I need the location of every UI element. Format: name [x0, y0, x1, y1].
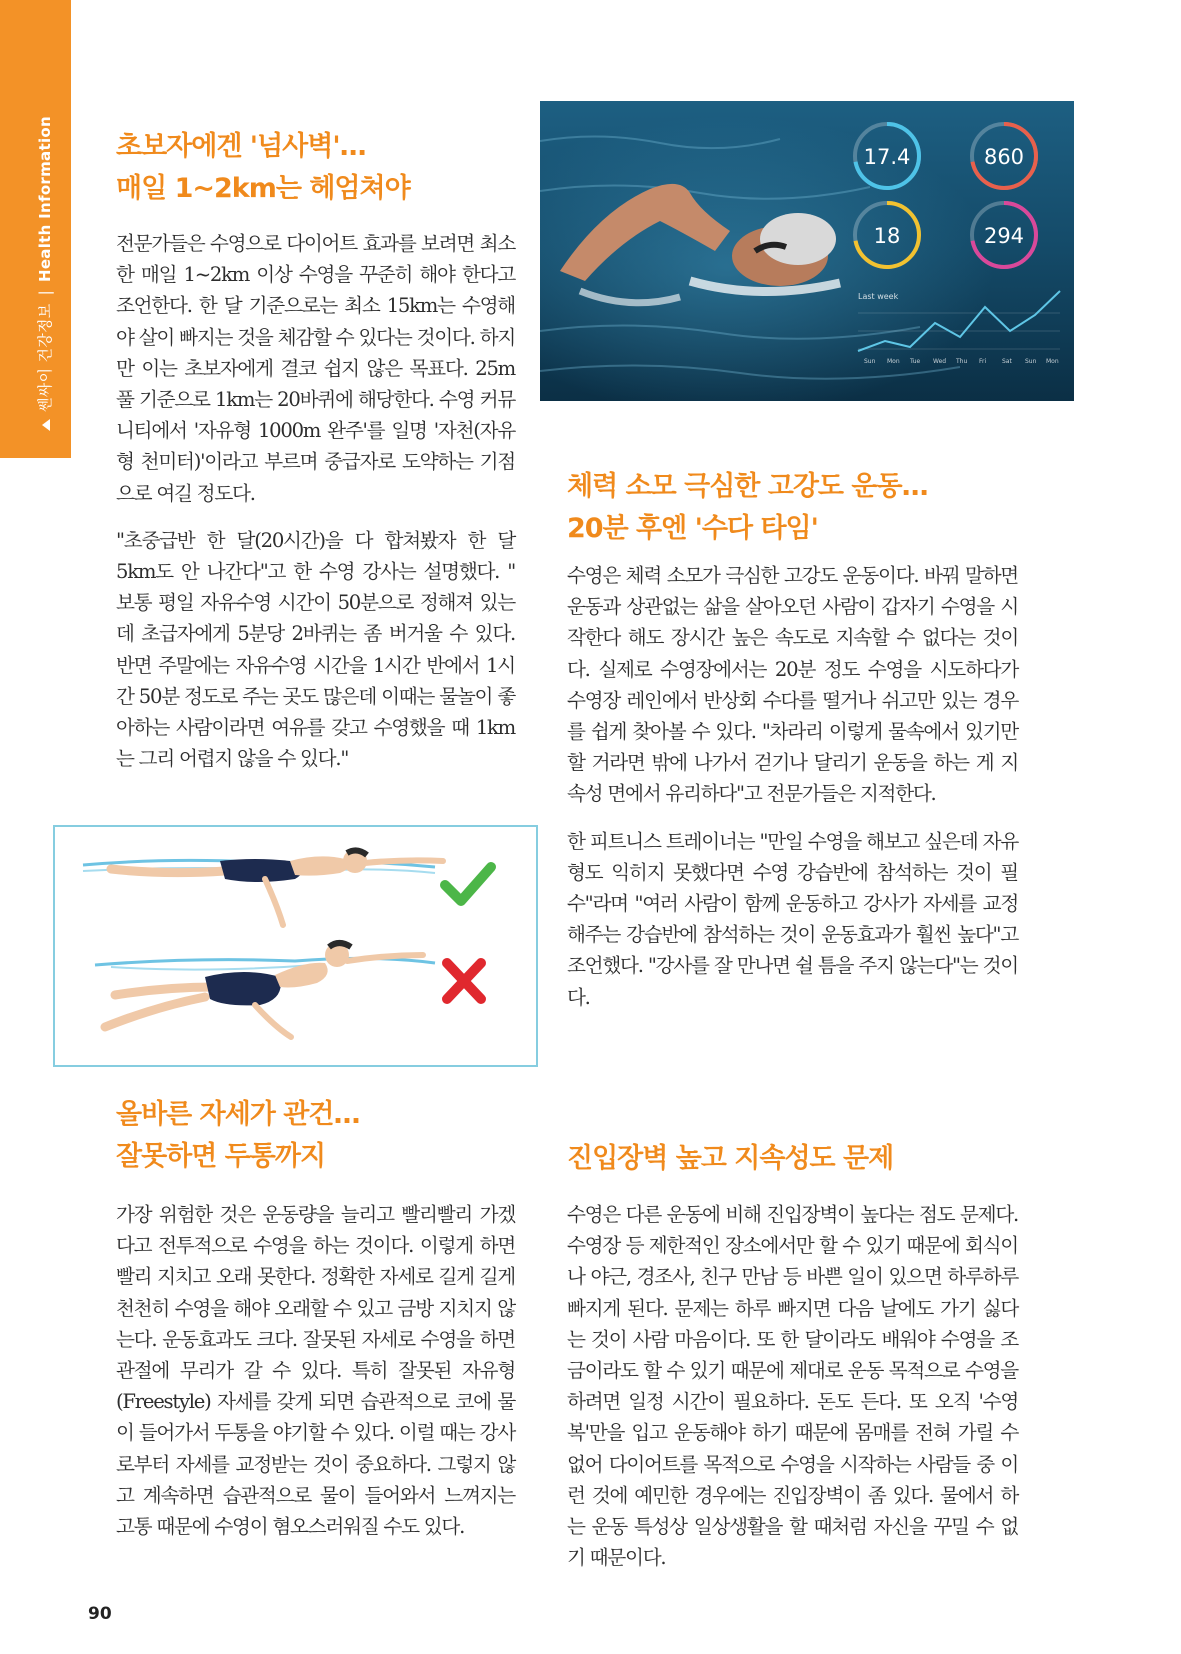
swimmer-photo-graphic — [540, 101, 1074, 401]
headline-high-intensity — [567, 466, 928, 550]
article-body-4 — [567, 1199, 1018, 1573]
graph-label: Last week — [858, 292, 899, 301]
check-icon — [445, 867, 491, 901]
paragraph: 수영은 체력 소모가 극심한 고강도 운동이다. 바꿔 말하면 운동과 상관없는 삶을 살아오던 사람이 갑자기 수영을 시작한다 해도 장시간 높은 속도로 지속할 수 없다는 것이다. 실제로 수영장에서는 20분 정도 수영을 시도하다가 수영장 레인에서 반상회 수다를 떨거나 쉬고만 있는 경우를 쉽게 찾아볼 수 있다. "차라리 이렇게 물속에서 있기만 할 거라면 밖에 나가서 걷기나 달리기 운동을 하는 게 지속성 면에서 유리하다"고 전문가들은 지적한다. — [567, 564, 1018, 806]
headline-posture — [116, 1094, 359, 1178]
graph-day: Sun — [1025, 358, 1037, 365]
article-body-2 — [567, 560, 1018, 1013]
headline-line: 잘못하면 두통까지 — [116, 1141, 326, 1172]
posture-illustration — [53, 825, 538, 1067]
headline-entry-barrier — [567, 1138, 893, 1180]
paragraph: 가장 위험한 것은 운동량을 늘리고 빨리빨리 가겠다고 전투적으로 수영을 하는 것이다. 이렇게 하면 빨리 지치고 오래 못한다. 정확한 자세로 길게 길게 천천히 수영을 해야 오래할 수 있고 금방 지치지 않는다. 운동효과도 크다. 잘못된 자세로 수영을 하면 관절에 무리가 갈 수 있다. 특히 잘못된 자유형(Freestyle) 자세를 갖게 되면 습관적으로 코에 물이 들어가서 두통을 야기할 수 있다. 이럴 때는 강사로부터 자세를 교정받는 것이 중요하다. 그렇지 않고 계속하면 습관적으로 물이 들어와서 느껴지는 고통 때문에 수영이 혐오스러워질 수도 있다. — [116, 1203, 515, 1539]
stat-value: 860 — [983, 145, 1025, 169]
graph-day-labels — [864, 358, 1059, 365]
graph-day: Sat — [1002, 358, 1012, 365]
graph-day: Tue — [910, 358, 921, 365]
stat-value: 17.4 — [863, 145, 911, 169]
headline-line: 매일 1~2km는 헤엄쳐야 — [116, 173, 410, 204]
graph-day: Wed — [933, 358, 947, 365]
article-body-1 — [116, 228, 515, 774]
stat-value: 294 — [983, 224, 1025, 248]
graph-day: Thu — [956, 358, 968, 365]
graph-day: Mon — [1046, 358, 1059, 365]
headline-beginner-wall — [116, 126, 410, 210]
cross-icon — [447, 963, 481, 999]
headline-line: 체력 소모 극심한 고강도 운동… — [567, 471, 928, 502]
section-title-en: Health Information — [36, 116, 54, 283]
headline-line: 올바른 자세가 관건… — [116, 1099, 360, 1130]
swimmer-photo — [540, 101, 1074, 401]
paragraph: 전문가들은 수영으로 다이어트 효과를 보려면 최소한 매일 1~2km 이상 수영을 꾸준히 해야 한다고 조언한다. 한 달 기준으로는 최소 15km는 수영해야 살이 빠지는 것을 체감할 수 있다는 것이다. 하지만 이는 초보자에게 결코 쉽지 않은 목표다. 25m 풀 기준으로 1km는 20바퀴에 해당한다. 수영 커뮤니티에서 '자유형 1000m 완주'를 일명 '자천(자유형 천미터)'이라고 부르며 중급자로 도약하는 기점으로 여길 정도다. — [116, 232, 515, 505]
paragraph: 수영은 다른 운동에 비해 진입장벽이 높다는 점도 문제다. 수영장 등 제한적인 장소에서만 할 수 있기 때문에 회식이나 야근, 경조사, 친구 만남 등 바쁜 일이 있으면 하루하루 빠지게 된다. 문제는 하루 빠지면 다음 날에도 가기 싫다는 것이 사람 마음이다. 또 한 달이라도 배워야 수영을 조금이라도 할 수 있기 때문에 제대로 운동 목적으로 수영을 하려면 일정 시간이 필요하다. 돈도 든다. 또 오직 '수영복'만을 입고 운동해야 하기 때문에 몸매를 전혀 가릴 수 없어 다이어트를 목적으로 수영을 시작하는 사람들 중 이런 것에 예민한 경우에는 진입장벽이 좀 있다. 물에서 하는 운동 특성상 일상생활을 할 때처럼 자신을 꾸밀 수 없기 때문이다. — [567, 1203, 1018, 1570]
graph-day: Sun — [864, 358, 876, 365]
paragraph: 한 피트니스 트레이너는 "만일 수영을 해보고 싶은데 자유형도 익히지 못했다면 수영 강습반에 참석하는 것이 필수"라며 "여러 사람이 함께 운동하고 강사가 자세를 교정해주는 강습반에 참석하는 것이 운동효과가 훨씬 높다"고 조언했다. "강사를 잘 만나면 쉴 틈을 주지 않는다"는 것이다. — [567, 829, 1018, 1009]
headline-line: 초보자에겐 '넘사벽'… — [116, 131, 366, 162]
graph-day: Mon — [887, 358, 900, 365]
headline-line: 진입장벽 높고 지속성도 문제 — [567, 1143, 894, 1174]
section-separator: | — [36, 290, 54, 296]
paragraph: "초중급반 한 달(20시간)을 다 합쳐봤자 한 달 5km도 안 나간다"고 한 수영 강사는 설명했다. " 보통 평일 자유수영 시간이 50분으로 정해져 있는데 초급자에게 5분당 2바퀴는 좀 버거울 수 있다. 반면 주말에는 자유수영 시간을 1시간 반에서 1시간 50분 정도로 주는 곳도 많은데 이때는 물놀이 좋아하는 사람이라면 여유를 갖고 수영했을 때 1km는 그리 어렵지 않을 수 있다." — [116, 528, 515, 771]
section-logo-icon — [41, 418, 51, 432]
posture-illustration-graphic — [55, 827, 536, 1065]
section-title-kr: 쎈싸이 건강정보 — [36, 303, 54, 412]
headline-line: 20분 후엔 '수다 타임' — [567, 513, 818, 544]
side-label — [34, 116, 55, 432]
wrong-posture-swimmer — [95, 943, 435, 1037]
correct-posture-swimmer — [83, 849, 443, 925]
graph-day: Fri — [979, 358, 987, 365]
stat-value: 18 — [873, 224, 901, 248]
page-number: 90 — [88, 1604, 112, 1624]
article-body-3 — [116, 1199, 515, 1542]
